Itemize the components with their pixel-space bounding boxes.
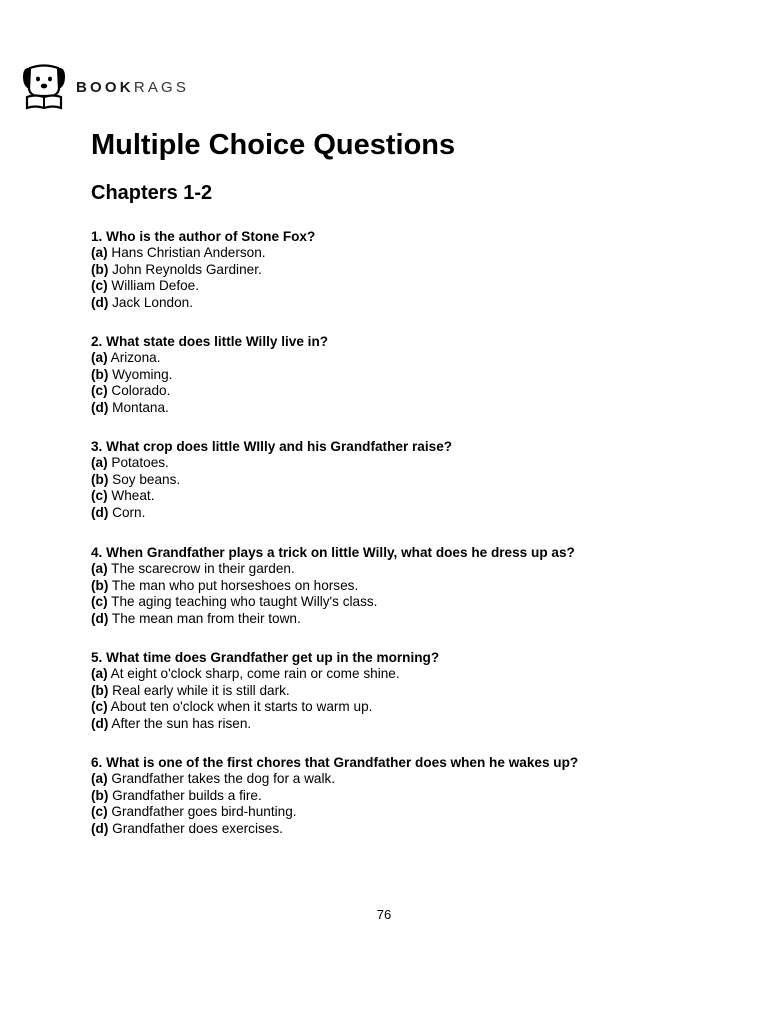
option-text: Corn. [108,504,146,520]
answer-option [91,400,711,416]
option-text: Jack London. [108,294,194,310]
option-text: Grandfather builds a fire. [108,787,262,803]
answer-option [91,561,711,577]
option-text: The mean man from their town. [108,610,301,626]
answer-option [91,821,711,837]
page-number: 76 [376,907,392,922]
option-letter: (d) [91,715,109,731]
question-block [91,545,711,627]
option-letter: (a) [91,245,108,261]
option-letter: (c) [91,488,108,504]
option-text: William Defoe. [107,278,200,294]
option-text: The man who put horseshoes on horses. [108,577,359,593]
answer-option [91,488,711,504]
option-letter: (c) [91,383,108,399]
answer-option [91,716,711,732]
option-letter: (d) [91,504,109,520]
option-text: About ten o'clock when it starts to warm up. [107,699,373,715]
question-block [91,755,711,837]
answer-option [91,383,711,399]
brand-wordmark [76,79,189,96]
option-letter: (b) [91,261,109,277]
page-title: Multiple Choice Questions [91,129,456,161]
answer-option [91,278,711,294]
option-letter: (d) [91,820,109,836]
question-text: 2. What state does little Willy live in? [91,334,329,349]
option-letter: (a) [91,455,108,471]
option-letter: (a) [91,771,108,787]
answer-option [91,683,711,699]
answer-option [91,666,711,682]
option-letter: (b) [91,682,109,698]
question-block [91,334,711,416]
brand-name-bold: BOOK [76,78,134,96]
answer-option [91,771,711,787]
answer-option [91,578,711,594]
answer-option [91,245,711,261]
option-text: Arizona. [107,350,161,366]
answer-option [91,367,711,383]
option-text: Colorado. [107,383,171,399]
answer-option [91,295,711,311]
answer-option [91,350,711,366]
option-text: Grandfather takes the dog for a walk. [107,771,336,787]
option-letter: (c) [91,804,108,820]
question-text: 5. What time does Grandfather get up in the morning? [91,650,440,665]
option-letter: (a) [91,350,108,366]
answer-option [91,472,711,488]
option-letter: (c) [91,278,108,294]
option-letter: (b) [91,577,109,593]
option-text: Grandfather goes bird-hunting. [107,804,297,820]
option-text: Wyoming. [108,366,173,382]
option-text: Potatoes. [107,455,169,471]
option-letter: (d) [91,294,109,310]
option-letter: (a) [91,561,108,577]
option-letter: (b) [91,366,109,382]
question-text: 3. What crop does little WIlly and his Grandfather raise? [91,439,453,454]
option-text: After the sun has risen. [108,715,252,731]
option-letter: (d) [91,399,109,415]
dog-book-icon [22,64,66,110]
option-text: Hans Christian Anderson. [107,245,266,261]
answer-option [91,594,711,610]
answer-option [91,505,711,521]
option-text: Real early while it is still dark. [108,682,290,698]
bookrags-logo [22,64,189,110]
question-text: 4. When Grandfather plays a trick on little Willy, what does he dress up as? [91,545,575,560]
answer-option [91,262,711,278]
option-text: John Reynolds Gardiner. [108,261,262,277]
option-text: At eight o'clock sharp, come rain or come shine. [107,666,400,682]
answer-option [91,788,711,804]
option-letter: (b) [91,471,109,487]
option-text: Soy beans. [108,471,181,487]
option-letter: (b) [91,787,109,803]
option-text: Wheat. [107,488,155,504]
question-block [91,229,711,311]
brand-name-light: RAGS [133,78,190,96]
answer-option [91,455,711,471]
question-block [91,439,711,521]
answer-option [91,611,711,627]
option-text: Montana. [108,399,169,415]
answer-option [91,804,711,820]
option-letter: (d) [91,610,109,626]
question-text: 1. Who is the author of Stone Fox? [91,229,316,244]
option-text: The scarecrow in their garden. [107,561,295,577]
option-letter: (a) [91,666,108,682]
option-text: Grandfather does exercises. [108,820,283,836]
answer-option [91,699,711,715]
option-text: The aging teaching who taught Willy's class. [107,594,378,610]
option-letter: (c) [91,699,108,715]
option-letter: (c) [91,594,108,610]
question-block [91,650,711,732]
question-text: 6. What is one of the first chores that Grandfather does when he wakes up? [91,755,579,770]
section-subtitle: Chapters 1-2 [91,182,213,204]
